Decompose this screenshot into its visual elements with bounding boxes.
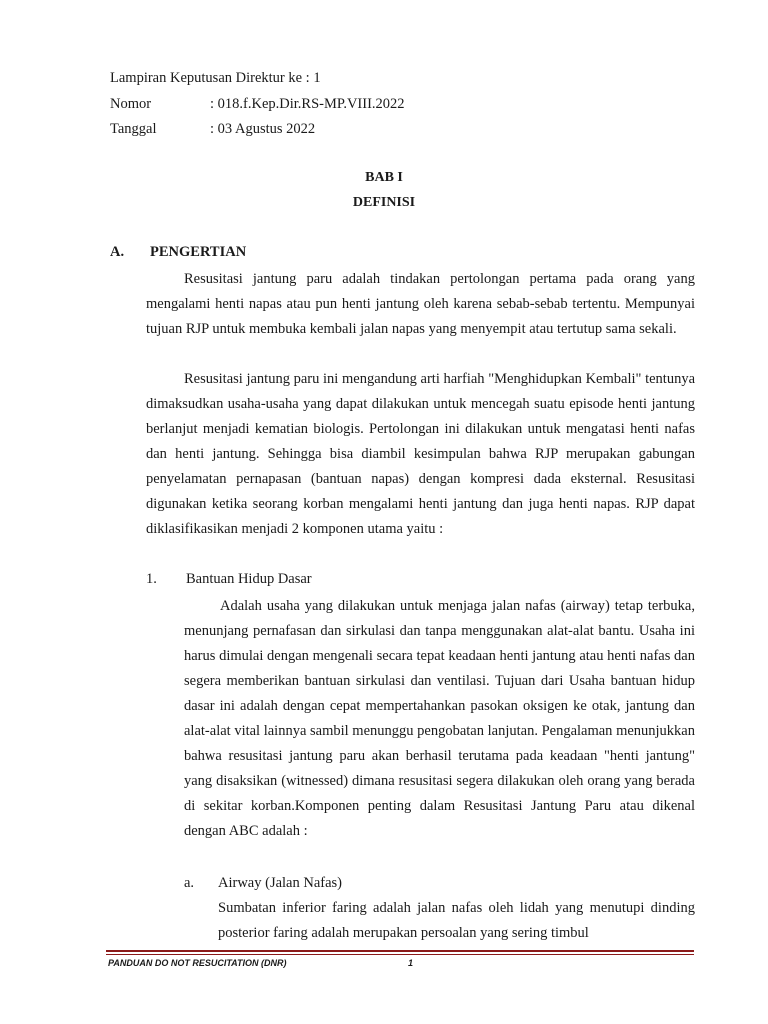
sub-item-a-title: Airway (Jalan Nafas) bbox=[218, 875, 343, 891]
attachment-line: Lampiran Keputusan Direktur ke : 1 bbox=[110, 70, 321, 86]
tanggal-value: : 03 Agustus 2022 bbox=[210, 121, 316, 137]
paragraph-1: Resusitasi jantung paru adalah tindakan pertolongan pertama pada orang yang mengalami henti napas atau pun henti jantung oleh karena sebab-sebab tertentu. Mempunyai tujuan RJP untuk membuka kembali jalan napas yang menyempit atau tertutup sama sekali. bbox=[146, 271, 695, 337]
sub-item-a bbox=[184, 871, 342, 896]
chapter-title: DEFINISI bbox=[352, 195, 416, 210]
list-item-1-text: Adalah usaha yang dilakukan untuk menjaga jalan nafas (airway) tetap terbuka, menunjang pernafasan dan sirkulasi dan tanpa menggunakan alat-alat bantu. Usaha ini harus dimulai dengan mengenali secara tepat keadaan henti jantung atau henti nafas dan segera memberikan bantuan sirkulasi dan ventilasi. Tujuan dari Usaha bantuan hidup dasar ini adalah dengan cepat mempertahankan pasokan oksigen ke otak, jantung dan alat-alat vital lainnya sambil menunggu pengobatan lanjutan. Pengalaman menunjukkan bahwa resusitasi jantung paru akan berhasil terutama pada keadaan "henti jantung" yang disaksikan (witnessed) dimana resusitasi segera dilakukan oleh orang yang berada di sekitar korban.Komponen penting dalam Resusitasi Jantung Paru atau dikenal dengan ABC adalah : bbox=[184, 598, 695, 839]
nomor-row bbox=[110, 95, 405, 113]
chapter-number: BAB I bbox=[365, 170, 403, 185]
footer-rule-thin bbox=[106, 954, 694, 955]
footer-rule bbox=[106, 950, 694, 952]
tanggal-row bbox=[110, 120, 315, 138]
list-item-1-number: 1. bbox=[146, 571, 157, 587]
paragraph-2: Resusitasi jantung paru ini mengandung arti harfiah "Menghidupkan Kembali" tentunya dimaksudkan usaha-usaha yang dapat dilakukan untuk mencegah suatu episode henti jantung berlanjut menjadi kematian biologis. Pertolongan ini dilakukan untuk mengatasi henti nafas dan henti jantung. Sehingga bisa diambil kesimpulan bahwa RJP merupakan gabungan penyelamatan pernapasan (bantuan napas) dengan kompresi dada eksternal. Resusitasi digunakan ketika seorang korban mengalami henti jantung dan juga henti napas. RJP dapat diklasifikasikan menjadi 2 komponen utama yaitu : bbox=[146, 371, 695, 537]
section-title: PENGERTIAN bbox=[150, 244, 247, 260]
section-heading bbox=[110, 244, 246, 261]
sub-item-a-letter: a. bbox=[184, 875, 195, 891]
footer-title: PANDUAN DO NOT RESUCITATION (DNR) bbox=[108, 958, 287, 968]
list-item-1 bbox=[146, 567, 312, 592]
tanggal-label: Tanggal bbox=[110, 121, 157, 137]
sub-item-a-text: Sumbatan inferior faring adalah jalan nafas oleh lidah yang menutupi dinding posterior faring adalah merupakan persoalan yang sering timbul bbox=[218, 900, 695, 941]
list-item-1-title: Bantuan Hidup Dasar bbox=[186, 571, 312, 587]
nomor-label: Nomor bbox=[110, 96, 152, 112]
section-letter: A. bbox=[110, 244, 125, 260]
nomor-value: : 018.f.Kep.Dir.RS-MP.VIII.2022 bbox=[210, 96, 405, 112]
page-number: 1 bbox=[408, 958, 414, 968]
